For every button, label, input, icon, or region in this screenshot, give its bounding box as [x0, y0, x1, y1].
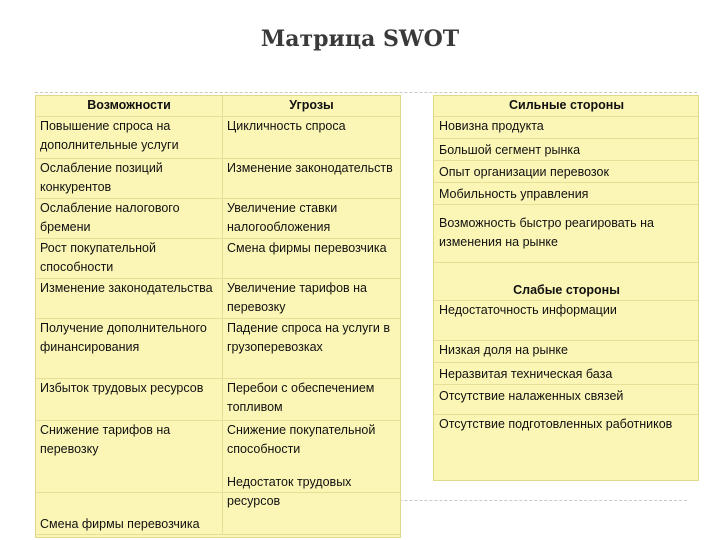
table-cell: Ослабление позиций конкурентов [36, 158, 223, 198]
threats-header: Угрозы [223, 96, 401, 116]
table-cell: Рост покупательной способности [36, 238, 223, 278]
table-cell [223, 474, 401, 534]
table-cell: Снижение покупательной способности [223, 420, 401, 492]
table-cell: Смена фирмы перевозчика [36, 492, 223, 534]
table-cell: Цикличность спроса [223, 116, 401, 158]
strength-item: Новизна продукта [434, 116, 698, 138]
table-cell: Увеличение тарифов на перевозку [223, 278, 401, 318]
table-cell: Ослабление налогового бремени [36, 198, 223, 238]
weakness-item: Низкая доля на рынке [434, 340, 698, 362]
table-cell: Смена фирмы перевозчика [223, 238, 401, 278]
strength-item: Большой сегмент рынка [434, 138, 698, 160]
table-cell: Снижение тарифов на перевозку [36, 420, 223, 492]
opportunities-header: Возможности [36, 96, 223, 116]
strength-item: Опыт организации перевозок [434, 160, 698, 182]
weaknesses-header: Слабые стороны [434, 262, 698, 300]
table-cell: Повышение спроса на дополнительные услуги [36, 116, 223, 158]
weakness-item: Отсутствие подготовленных работников [439, 416, 673, 431]
table-cell: Перебои с обеспечением топливом [223, 378, 401, 420]
strength-item: Мобильность управления [434, 182, 698, 204]
table-cell: Увеличение ставки налогообложения [223, 198, 401, 238]
strengths-header: Сильные стороны [434, 96, 698, 116]
table-cell: Получение дополнительного финансирования [36, 318, 223, 378]
weakness-item: Недостаточность информации [434, 300, 698, 340]
table-cell: Падение спроса на услуги в грузоперевозках [223, 318, 401, 378]
weakness-item: Неразвитая техническая база [434, 362, 698, 384]
table-cell-text: Недостаток трудовых ресурсов [227, 474, 352, 508]
table-cell: Изменение законодательств [223, 158, 401, 198]
divider-line [35, 92, 697, 93]
strengths-weaknesses-table [433, 95, 699, 481]
weakness-item: Отсутствие налаженных связей [434, 384, 698, 414]
strength-item: Возможность быстро реагировать на изменения на рынке [434, 204, 698, 262]
table-cell: Избыток трудовых ресурсов [36, 378, 223, 420]
opportunities-threats-table [35, 95, 401, 538]
page-title: Матрица SWOT [260, 26, 460, 52]
table-cell: Изменение законодательства [36, 278, 223, 318]
